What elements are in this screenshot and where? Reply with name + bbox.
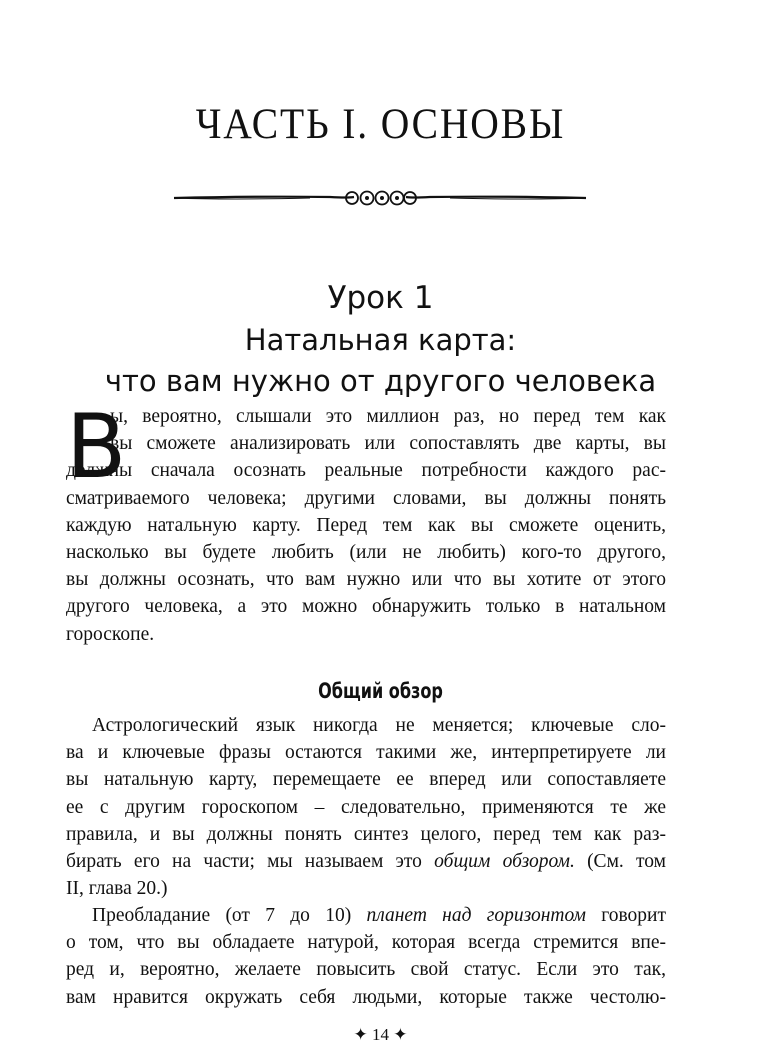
- folio-ornament-left-icon: ✦: [353, 1025, 372, 1044]
- page-number: [0, 1025, 761, 1045]
- text-run: бирать его на части; мы называем это: [66, 851, 435, 873]
- part-title: ЧАСТЬ I. ОСНОВЫ: [195, 101, 566, 148]
- text-line: вы сможете анализировать или сопоставлять две карты, вы: [110, 433, 666, 455]
- italic-term: общим обзором.: [434, 851, 575, 873]
- paragraph-2: [66, 902, 666, 1011]
- text-line: о том, что вы обладаете натурой, которая всегда стремится впе-: [66, 932, 666, 954]
- paragraph-1: [66, 712, 666, 902]
- text-line: ред и, вероятно, желаете повысить свой статус. Если это так,: [66, 959, 666, 981]
- text-line: ы, вероятно, слышали это миллион раз, но перед тем как: [110, 406, 666, 427]
- text-run: (См. том: [574, 851, 666, 873]
- italic-term: планет над горизонтом: [366, 905, 586, 926]
- text-line: правила, и вы должны понять синтез целого, перед тем как раз-: [66, 823, 666, 845]
- intro-paragraph: [66, 395, 666, 648]
- text-line: вы должны осознать, что вам нужно или что вы хотите от этого: [66, 569, 666, 591]
- text-line: каждую натальную карту. Перед тем как вы сможете оценить,: [66, 514, 666, 536]
- text-line: вы натальную карту, перемещаете ее вперед или сопоставляете: [66, 769, 666, 791]
- lesson-number: Урок 1: [327, 280, 434, 316]
- text-line: [66, 848, 666, 875]
- text-line: [66, 902, 666, 929]
- text-line: ее с другим гороскопом – следовательно, применяются те же: [66, 796, 666, 818]
- ornament-divider: [170, 182, 590, 212]
- page-number-value: 14: [372, 1025, 389, 1044]
- drop-cap: В: [66, 395, 127, 498]
- text-line: ва и ключевые фразы остаются такими же, интерпретируете ли: [66, 742, 666, 764]
- text-line: Астрологический язык никогда не меняется; ключевые сло-: [92, 715, 666, 736]
- lesson-title-line2: что вам нужно от другого человека: [104, 364, 657, 398]
- text-run: говорит: [585, 905, 666, 926]
- text-line: сматриваемого человека; другими словами, вы должны понять: [66, 487, 666, 509]
- lesson-title-line1: Натальная карта:: [244, 323, 517, 357]
- folio-ornament-right-icon: ✦: [389, 1025, 408, 1044]
- text-line: должны сначала осознать реальные потребности каждого рас-: [66, 460, 666, 482]
- text-line: гороскопе.: [66, 623, 155, 645]
- section-heading: Общий обзор: [318, 679, 443, 703]
- text-run: Преобладание (от 7 до 10): [92, 905, 367, 926]
- text-line: вам нравится окружать себя людьми, которые также честолю-: [66, 986, 666, 1008]
- text-line: другого человека, а это можно обнаружить только в натальном: [66, 596, 666, 618]
- text-line: II, глава 20.): [66, 878, 168, 900]
- text-line: насколько вы будете любить (или не любить) кого-то другого,: [66, 542, 666, 564]
